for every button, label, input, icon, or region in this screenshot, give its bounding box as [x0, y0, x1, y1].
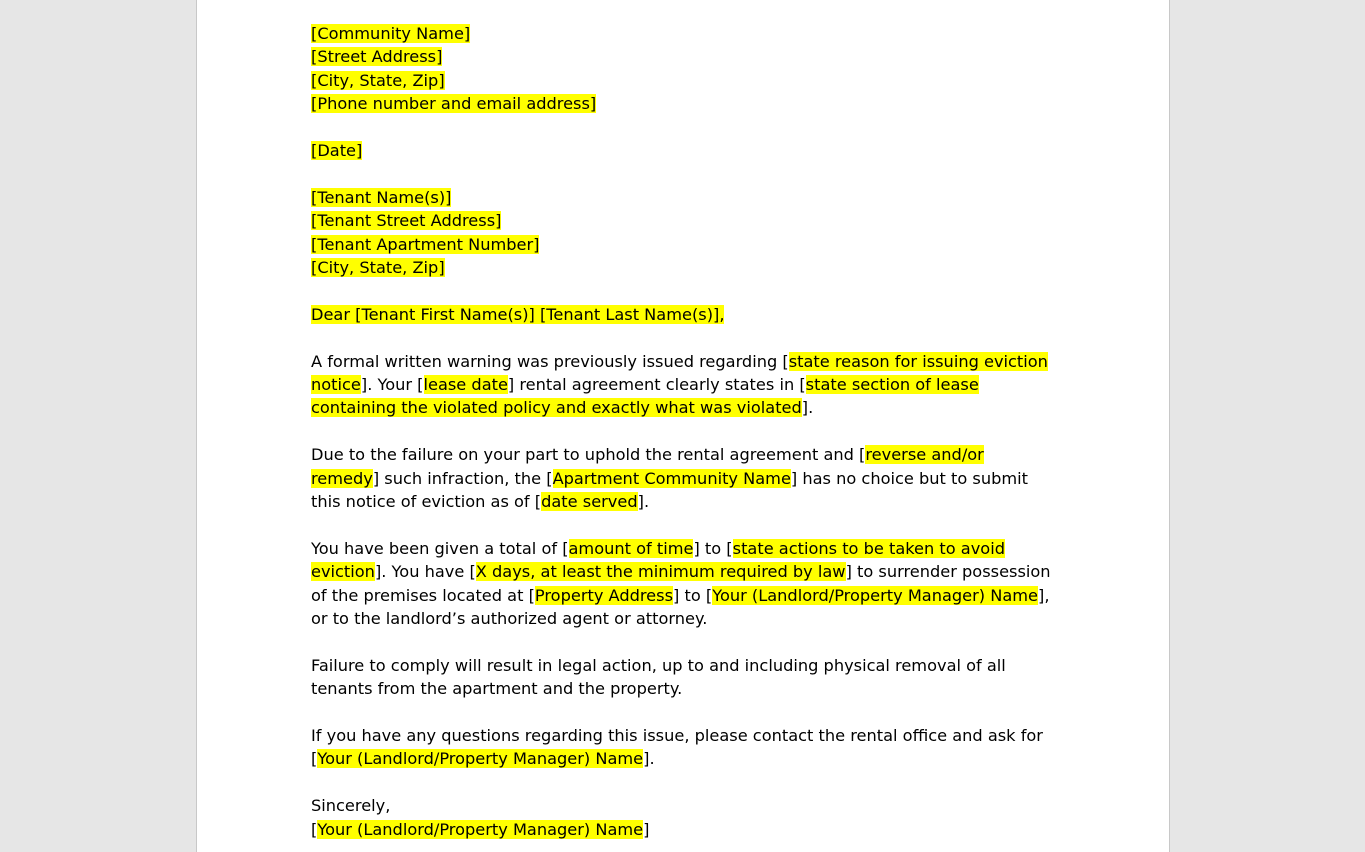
- recipient-apartment: [Tenant Apartment Number]: [311, 234, 540, 254]
- recipient-city: [City, State, Zip]: [311, 258, 445, 278]
- letter-body[interactable]: [311, 22, 1056, 841]
- paragraph-contact: If you have any questions regarding this issue, please contact the rental office and ask for [Your (Landlord/Property Manager) Name].: [311, 726, 1043, 769]
- sender-street: [Street Address]: [311, 47, 443, 67]
- paragraph-eviction: Due to the failure on your part to uphold the rental agreement and [reverse and/or remedy] such infraction, the [Apartment Community Name] has no choice but to submit this notice of eviction as of [date served].: [311, 445, 1029, 512]
- recipient-names: [Tenant Name(s)]: [311, 187, 452, 207]
- closing: Sincerely,: [311, 796, 391, 816]
- sender-city: [City, State, Zip]: [311, 70, 445, 90]
- document-page: [196, 0, 1170, 852]
- paragraph-deadline: You have been given a total of [amount of time] to [state actions to be taken to avoid eviction]. You have [X days, at least the minimum required by law] to surrender possession of the premises located at [Property Address] to [Your (Landlord/Property Manager) Name], or to the landlord’s authorized agent or attorney.: [311, 538, 1051, 629]
- paragraph-consequence: Failure to comply will result in legal action, up to and including physical removal of all tenants from the apartment and the property.: [311, 655, 1006, 699]
- recipient-street: [Tenant Street Address]: [311, 211, 502, 231]
- letter-date: [Date]: [311, 141, 363, 161]
- paragraph-warning: A formal written warning was previously issued regarding [state reason for issuing eviction notice]. Your [lease date] rental agreement clearly states in [state section of lease containing the violated policy and exactly what was violated].: [311, 351, 1048, 418]
- salutation: Dear [Tenant First Name(s)] [Tenant Last Name(s)],: [311, 304, 725, 324]
- sender-community: [Community Name]: [311, 24, 471, 43]
- sender-contact: [Phone number and email address]: [311, 94, 597, 114]
- signature: [Your (Landlord/Property Manager) Name]: [311, 819, 650, 839]
